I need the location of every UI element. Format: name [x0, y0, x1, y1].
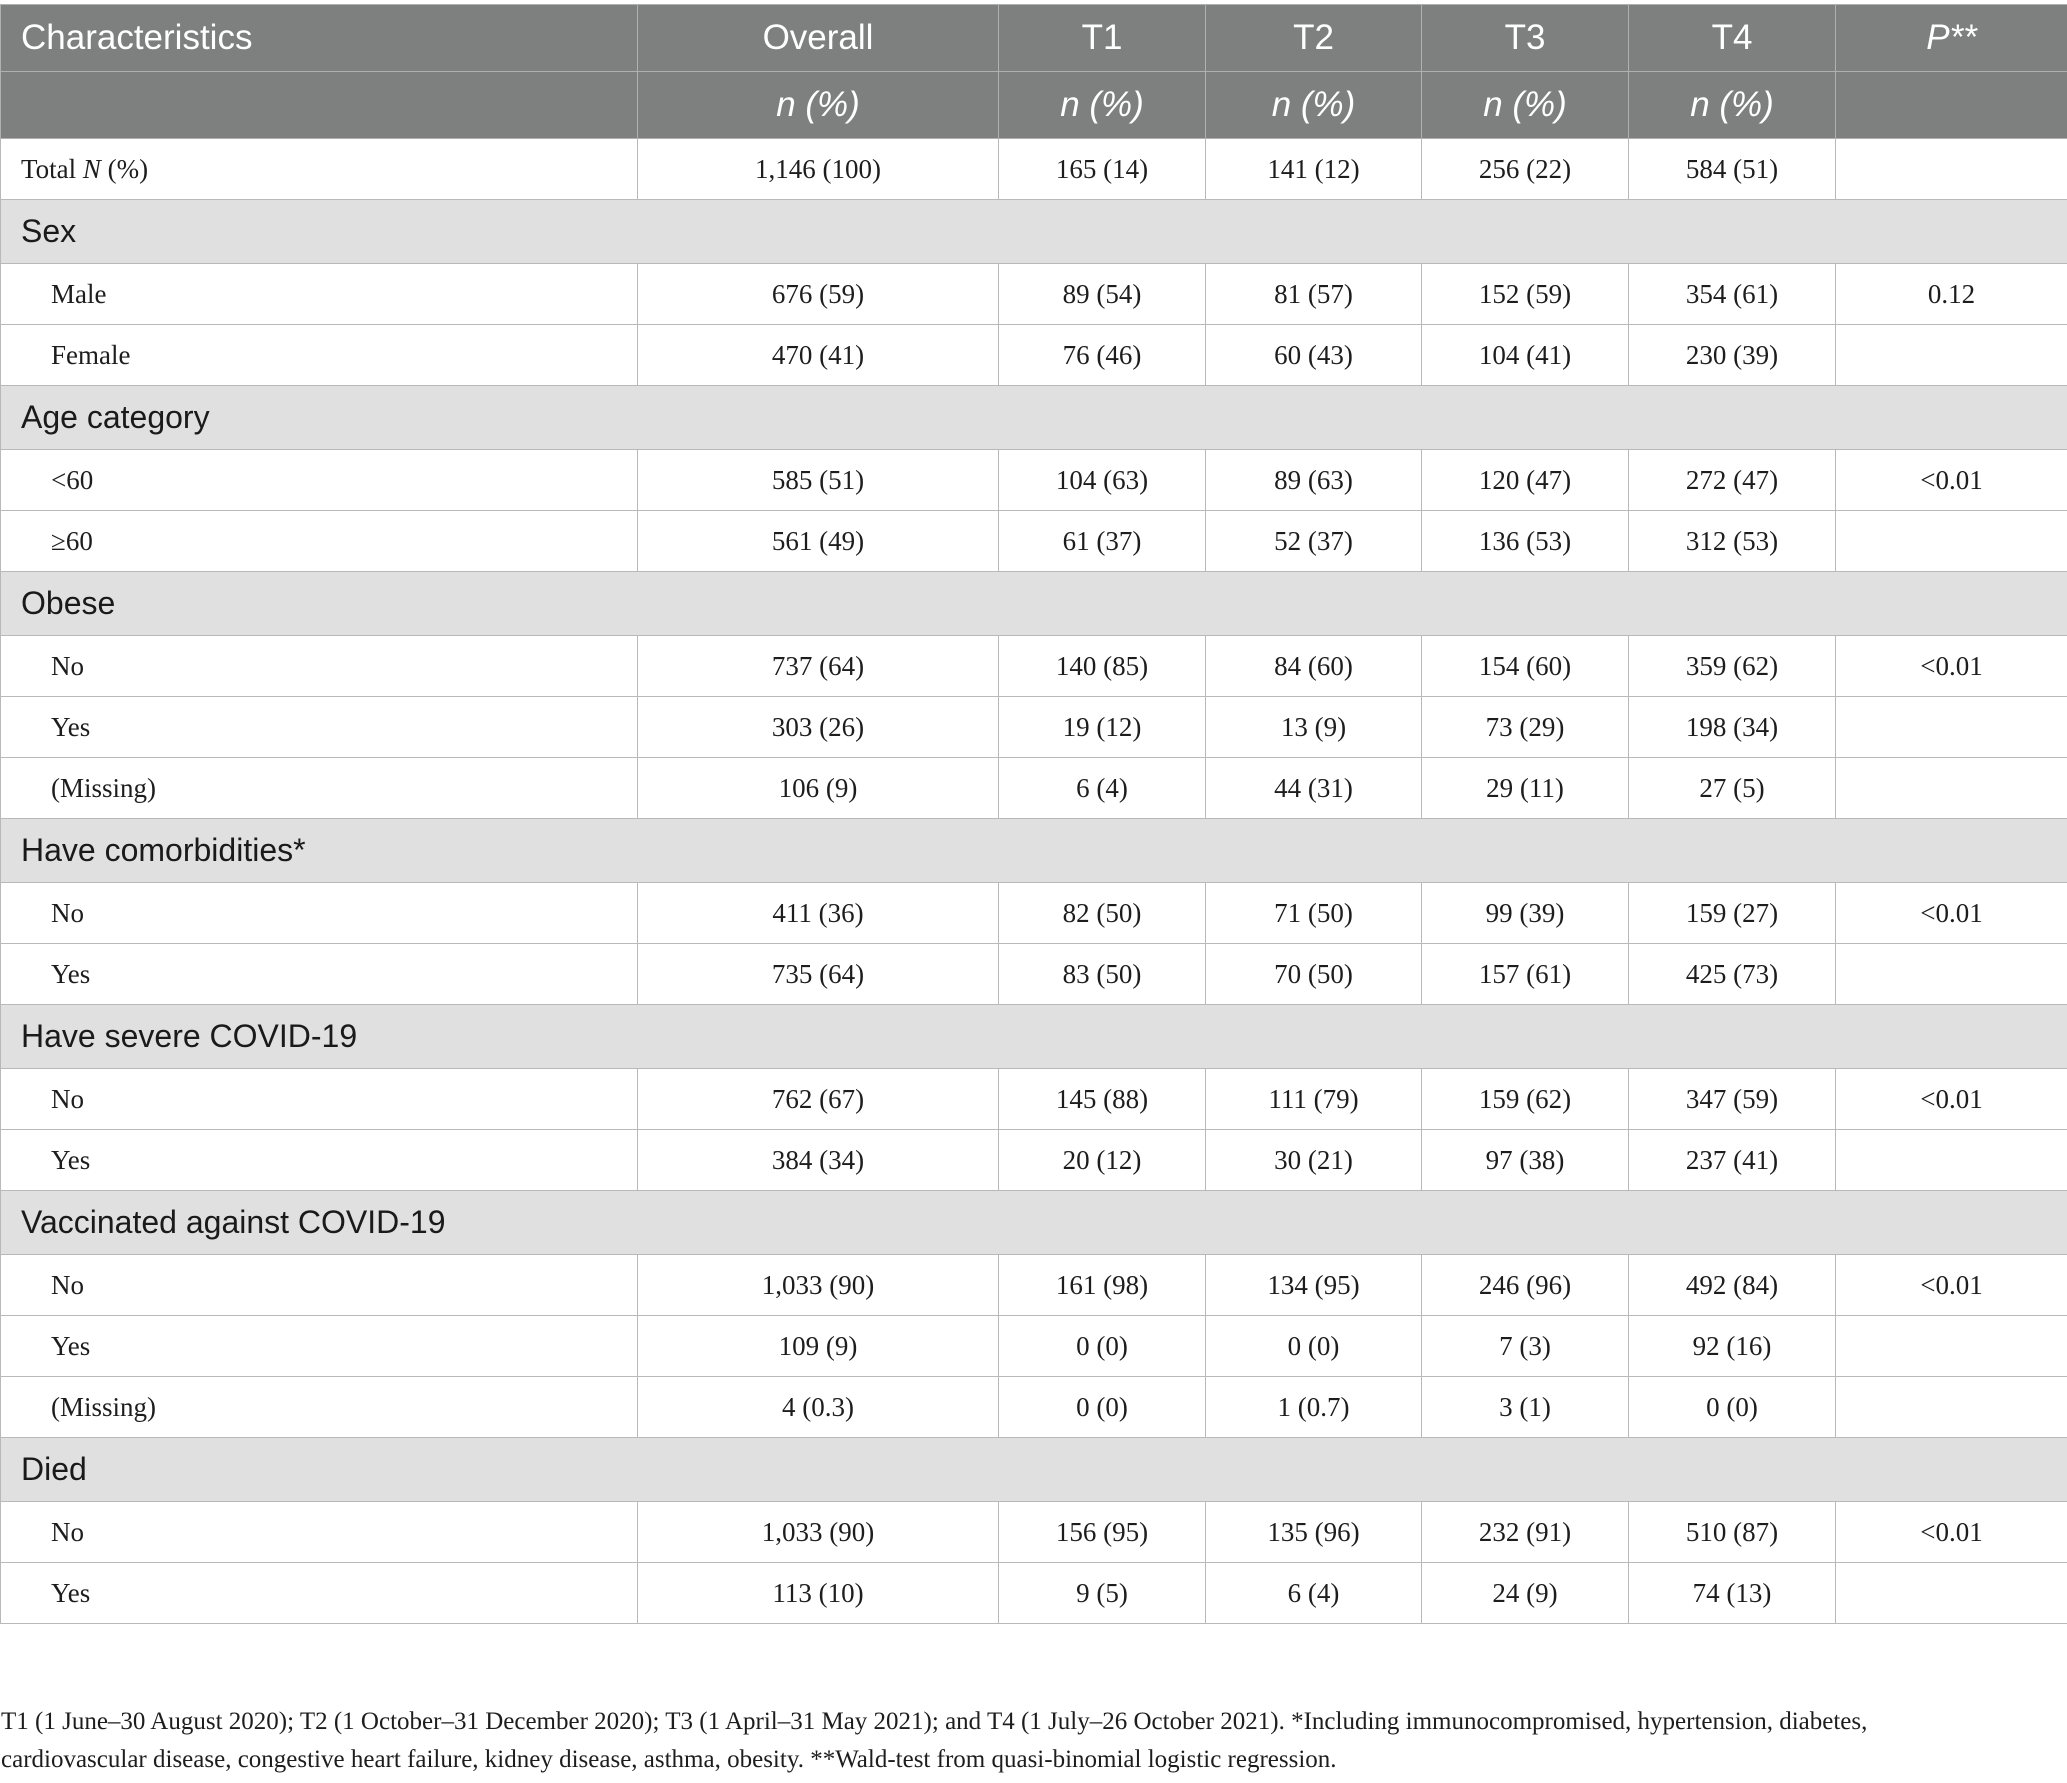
cell-t2: 70 (50) [1206, 944, 1422, 1005]
subheader-t3: n (%) [1422, 72, 1629, 139]
table-row [1, 450, 2067, 511]
cell-t3: 97 (38) [1422, 1130, 1629, 1191]
cell-t4: 492 (84) [1629, 1255, 1836, 1316]
cell-t4: 230 (39) [1629, 325, 1836, 386]
table-row [1, 1130, 2067, 1191]
cell-t3: 7 (3) [1422, 1316, 1629, 1377]
cell-overall: 411 (36) [638, 883, 999, 944]
cell-overall: 384 (34) [638, 1130, 999, 1191]
cell-t4: 237 (41) [1629, 1130, 1836, 1191]
row-label: (Missing) [1, 1377, 638, 1438]
row-label: Yes [1, 944, 638, 1005]
cell-t4: 312 (53) [1629, 511, 1836, 572]
table-row [1, 1255, 2067, 1316]
cell-t3: 157 (61) [1422, 944, 1629, 1005]
cell-t2: 81 (57) [1206, 264, 1422, 325]
row-label: Yes [1, 697, 638, 758]
cell-p-value [1836, 511, 2067, 572]
cell-t2: 89 (63) [1206, 450, 1422, 511]
group-title: Have comorbidities* [1, 819, 2067, 883]
row-label: (Missing) [1, 758, 638, 819]
cell-t2: 1 (0.7) [1206, 1377, 1422, 1438]
group-title: Sex [1, 200, 2067, 264]
table-row [1, 1563, 2067, 1624]
cell-t1: 156 (95) [999, 1502, 1206, 1563]
total-p [1836, 139, 2067, 200]
cell-t2: 0 (0) [1206, 1316, 1422, 1377]
cell-overall: 561 (49) [638, 511, 999, 572]
cell-t3: 73 (29) [1422, 697, 1629, 758]
cell-t1: 83 (50) [999, 944, 1206, 1005]
table-row [1, 758, 2067, 819]
cell-p-value [1836, 1130, 2067, 1191]
cell-t3: 104 (41) [1422, 325, 1629, 386]
cell-t3: 246 (96) [1422, 1255, 1629, 1316]
table-row [1, 1316, 2067, 1377]
row-label: ≥60 [1, 511, 638, 572]
cell-t3: 3 (1) [1422, 1377, 1629, 1438]
cell-t4: 27 (5) [1629, 758, 1836, 819]
cell-p-value [1836, 758, 2067, 819]
total-label [1, 139, 638, 200]
row-label: No [1, 636, 638, 697]
table-row [1, 697, 2067, 758]
characteristics-table [0, 4, 2067, 1624]
group-row-sex [1, 200, 2067, 264]
cell-overall: 1,033 (90) [638, 1255, 999, 1316]
cell-p-value [1836, 325, 2067, 386]
cell-p-value [1836, 697, 2067, 758]
cell-p-value [1836, 1563, 2067, 1624]
group-title: Age category [1, 386, 2067, 450]
cell-t4: 74 (13) [1629, 1563, 1836, 1624]
cell-t4: 359 (62) [1629, 636, 1836, 697]
cell-t1: 76 (46) [999, 325, 1206, 386]
cell-p-value [1836, 1377, 2067, 1438]
group-row-obese [1, 572, 2067, 636]
cell-t1: 161 (98) [999, 1255, 1206, 1316]
cell-t1: 82 (50) [999, 883, 1206, 944]
table-row [1, 264, 2067, 325]
cell-t3: 120 (47) [1422, 450, 1629, 511]
cell-overall: 303 (26) [638, 697, 999, 758]
total-t3: 256 (22) [1422, 139, 1629, 200]
cell-t1: 0 (0) [999, 1377, 1206, 1438]
group-row-died [1, 1438, 2067, 1502]
cell-t3: 99 (39) [1422, 883, 1629, 944]
cell-t1: 61 (37) [999, 511, 1206, 572]
table-row [1, 1377, 2067, 1438]
total-label-n: N [82, 153, 101, 184]
cell-t4: 347 (59) [1629, 1069, 1836, 1130]
table-row [1, 883, 2067, 944]
cell-p-value: <0.01 [1836, 883, 2067, 944]
cell-overall: 1,033 (90) [638, 1502, 999, 1563]
cell-t1: 104 (63) [999, 450, 1206, 511]
cell-t2: 111 (79) [1206, 1069, 1422, 1130]
row-label: No [1, 883, 638, 944]
subheader-overall: n (%) [638, 72, 999, 139]
table-row [1, 511, 2067, 572]
total-label-prefix: Total [21, 153, 83, 184]
column-header-p: P** [1836, 5, 2067, 72]
cell-overall: 735 (64) [638, 944, 999, 1005]
total-overall: 1,146 (100) [638, 139, 999, 200]
cell-t3: 29 (11) [1422, 758, 1629, 819]
cell-t3: 159 (62) [1422, 1069, 1629, 1130]
cell-t1: 140 (85) [999, 636, 1206, 697]
column-header-t2: T2 [1206, 5, 1422, 72]
group-row-age-category [1, 386, 2067, 450]
cell-t1: 0 (0) [999, 1316, 1206, 1377]
cell-t1: 20 (12) [999, 1130, 1206, 1191]
table-row [1, 944, 2067, 1005]
row-label: Yes [1, 1316, 638, 1377]
cell-t2: 13 (9) [1206, 697, 1422, 758]
cell-t1: 6 (4) [999, 758, 1206, 819]
footnote-line-1: T1 (1 June–30 August 2020); T2 (1 October–31 December 2020); T3 (1 April–31 May 2021); and T4 (1 July–26 October 2021). *Including immunocompromised, hypertension, diabetes, [1, 1708, 1868, 1735]
cell-t2: 135 (96) [1206, 1502, 1422, 1563]
table-row [1, 1502, 2067, 1563]
group-title: Vaccinated against COVID-19 [1, 1191, 2067, 1255]
cell-t2: 30 (21) [1206, 1130, 1422, 1191]
column-header-t4: T4 [1629, 5, 1836, 72]
cell-t4: 354 (61) [1629, 264, 1836, 325]
row-label: No [1, 1069, 638, 1130]
cell-overall: 585 (51) [638, 450, 999, 511]
subheader-p-empty [1836, 72, 2067, 139]
cell-overall: 762 (67) [638, 1069, 999, 1130]
cell-t2: 6 (4) [1206, 1563, 1422, 1624]
cell-overall: 4 (0.3) [638, 1377, 999, 1438]
cell-t2: 84 (60) [1206, 636, 1422, 697]
group-title: Obese [1, 572, 2067, 636]
cell-overall: 737 (64) [638, 636, 999, 697]
cell-t4: 92 (16) [1629, 1316, 1836, 1377]
cell-t2: 52 (37) [1206, 511, 1422, 572]
cell-t3: 232 (91) [1422, 1502, 1629, 1563]
row-label: Female [1, 325, 638, 386]
cell-t1: 9 (5) [999, 1563, 1206, 1624]
cell-t3: 24 (9) [1422, 1563, 1629, 1624]
cell-t2: 60 (43) [1206, 325, 1422, 386]
cell-t3: 154 (60) [1422, 636, 1629, 697]
cell-t4: 425 (73) [1629, 944, 1836, 1005]
cell-t3: 152 (59) [1422, 264, 1629, 325]
total-t2: 141 (12) [1206, 139, 1422, 200]
cell-p-value: <0.01 [1836, 450, 2067, 511]
cell-overall: 106 (9) [638, 758, 999, 819]
subheader-empty [1, 72, 638, 139]
total-t4: 584 (51) [1629, 139, 1836, 200]
row-label: Yes [1, 1563, 638, 1624]
table-row [1, 636, 2067, 697]
row-label: No [1, 1255, 638, 1316]
row-label: Yes [1, 1130, 638, 1191]
table-row [1, 325, 2067, 386]
group-title: Have severe COVID-19 [1, 1005, 2067, 1069]
subheader-t2: n (%) [1206, 72, 1422, 139]
cell-overall: 113 (10) [638, 1563, 999, 1624]
cell-p-value [1836, 944, 2067, 1005]
group-row-vaccinated-against-covid-19 [1, 1191, 2067, 1255]
header-row [1, 5, 2067, 72]
column-header-t3: T3 [1422, 5, 1629, 72]
table-footnote [1, 1703, 2041, 1779]
cell-t2: 44 (31) [1206, 758, 1422, 819]
total-row [1, 139, 2067, 200]
column-header-t1: T1 [999, 5, 1206, 72]
cell-p-value: <0.01 [1836, 1069, 2067, 1130]
row-label: Male [1, 264, 638, 325]
cell-t2: 134 (95) [1206, 1255, 1422, 1316]
cell-t4: 198 (34) [1629, 697, 1836, 758]
group-row-have-comorbidities [1, 819, 2067, 883]
cell-t3: 136 (53) [1422, 511, 1629, 572]
cell-p-value [1836, 1316, 2067, 1377]
row-label: No [1, 1502, 638, 1563]
cell-t1: 145 (88) [999, 1069, 1206, 1130]
cell-overall: 109 (9) [638, 1316, 999, 1377]
footnote-line-2: cardiovascular disease, congestive heart failure, kidney disease, asthma, obesity. **Wald-test from quasi-binomial logistic regression. [1, 1746, 1337, 1773]
cell-t4: 159 (27) [1629, 883, 1836, 944]
total-t1: 165 (14) [999, 139, 1206, 200]
cell-t2: 71 (50) [1206, 883, 1422, 944]
subheader-t4: n (%) [1629, 72, 1836, 139]
subheader-row [1, 72, 2067, 139]
characteristics-header: Characteristics [1, 5, 638, 72]
column-header-overall: Overall [638, 5, 999, 72]
cell-t4: 272 (47) [1629, 450, 1836, 511]
cell-t4: 510 (87) [1629, 1502, 1836, 1563]
row-label: <60 [1, 450, 638, 511]
group-row-have-severe-covid-19 [1, 1005, 2067, 1069]
cell-t1: 19 (12) [999, 697, 1206, 758]
table-row [1, 1069, 2067, 1130]
cell-overall: 676 (59) [638, 264, 999, 325]
total-label-suffix: (%) [100, 153, 149, 184]
cell-t4: 0 (0) [1629, 1377, 1836, 1438]
cell-t1: 89 (54) [999, 264, 1206, 325]
cell-p-value: 0.12 [1836, 264, 2067, 325]
group-title: Died [1, 1438, 2067, 1502]
cell-p-value: <0.01 [1836, 1502, 2067, 1563]
cell-p-value: <0.01 [1836, 636, 2067, 697]
subheader-t1: n (%) [999, 72, 1206, 139]
cell-overall: 470 (41) [638, 325, 999, 386]
cell-p-value: <0.01 [1836, 1255, 2067, 1316]
